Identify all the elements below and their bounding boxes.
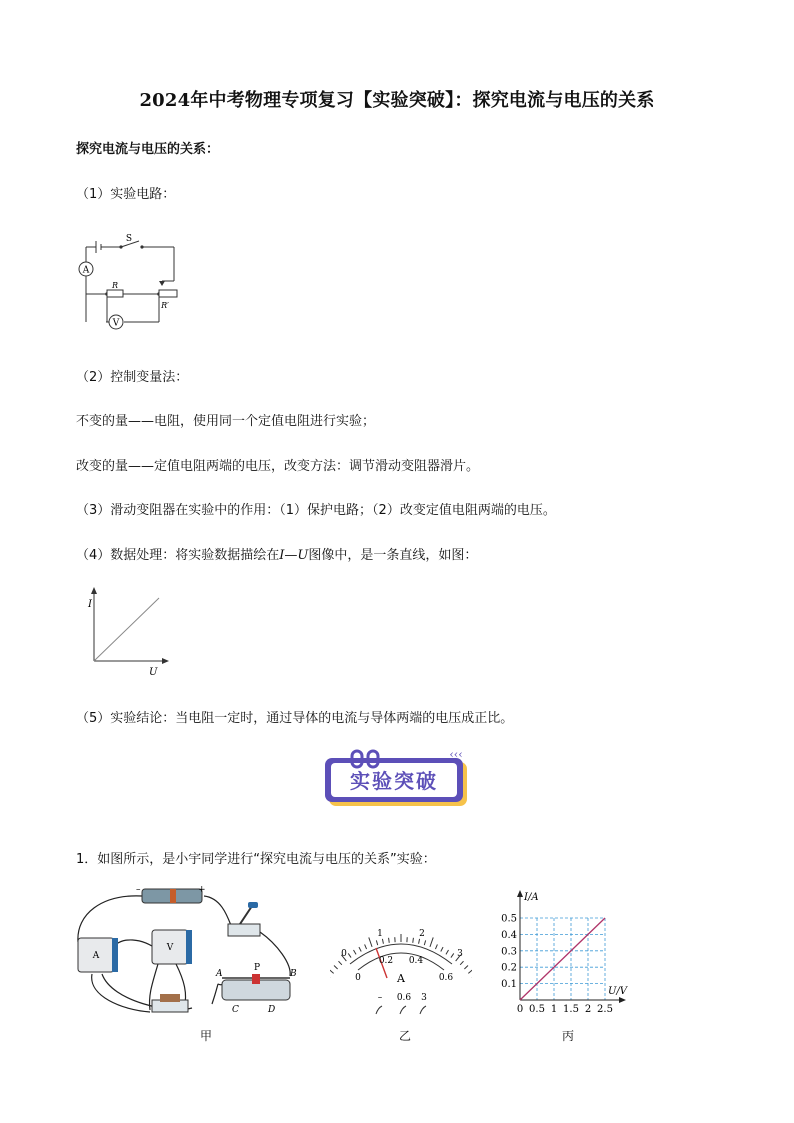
dial-tick	[413, 938, 414, 943]
rheostat-label: R′	[161, 301, 169, 310]
dial-tick	[334, 965, 338, 968]
terminal-c: C	[232, 1005, 239, 1015]
changed-variable-line: 改变的量——定值电阻两端的电压，改变方法：调节滑动变阻器滑片。	[76, 459, 480, 474]
inner-tick-3: 0.6	[438, 973, 454, 983]
dial-tick	[376, 940, 377, 945]
inner-tick-2: 0.4	[408, 956, 424, 966]
dial-tick	[460, 961, 463, 965]
terminal-minus: –	[377, 993, 383, 1003]
chart-x-tick: 1.5	[563, 1004, 579, 1015]
outer-tick-3: 3	[457, 949, 463, 959]
fixed-resistor	[160, 994, 180, 1002]
terminal-0-6: 0.6	[396, 993, 412, 1003]
battery-separator	[170, 889, 176, 903]
ammeter-side	[112, 938, 118, 972]
switch-contact	[140, 245, 143, 248]
figure-jia-caption: 甲	[200, 1029, 213, 1043]
constant-variable-line: 不变的量——电阻，使用同一个定值电阻进行实验；	[76, 414, 376, 429]
wire	[112, 940, 158, 950]
dial-tick	[382, 939, 383, 944]
item-3-line: （3）滑动变阻器在实验中的作用：（1）保护电路；（2）改变定值电阻两端的电压。	[76, 503, 556, 518]
dial-tick	[435, 944, 437, 949]
chart-x-tick: 2	[584, 1004, 592, 1015]
dial-tick	[468, 970, 472, 973]
dial-tick	[338, 961, 341, 965]
dial-tick	[365, 944, 367, 949]
iu-sketch-x-label: U	[149, 667, 158, 678]
terminal-3: 3	[421, 993, 427, 1003]
inner-tick-1: 0.2	[378, 956, 394, 966]
iu-sketch-line	[94, 598, 159, 661]
chart-y-tick: 0.1	[501, 979, 517, 991]
chart-series-line	[520, 918, 605, 1000]
dial-tick	[430, 937, 433, 946]
resistor-label: R	[111, 281, 119, 290]
chart-x-label: U/V	[608, 986, 628, 997]
chart-x-arrow	[619, 997, 626, 1003]
iu-sketch-graph	[80, 585, 175, 680]
ammeter-label: A	[82, 265, 90, 276]
chart-y-arrow	[517, 890, 523, 897]
dial-tick	[441, 947, 443, 951]
battery-plus: +	[198, 885, 206, 895]
switch-label: S	[125, 234, 133, 244]
figure-bing-chart	[500, 888, 640, 1020]
chart-y-tick: 0.3	[501, 946, 517, 958]
dial-tick	[369, 937, 372, 946]
item-4-suffix: 图像中，是一条直线，如图：	[308, 548, 478, 563]
chart-y-tick: 0.2	[501, 962, 517, 974]
terminal-d: D	[268, 1005, 276, 1015]
terminal-post	[420, 1006, 426, 1014]
experiment-banner	[320, 748, 472, 810]
terminal-post	[376, 1006, 382, 1014]
wire	[260, 932, 290, 976]
chart-x-tick: 2.5	[597, 1004, 613, 1015]
rheostat-r-prime	[159, 290, 177, 297]
voltmeter-side	[186, 930, 192, 964]
dial-tick	[389, 938, 390, 943]
dial-tick	[424, 940, 425, 945]
dial-tick	[464, 965, 468, 968]
item-4-variable: I—U	[279, 548, 309, 563]
resistor-r	[107, 290, 123, 297]
dial-tick	[419, 939, 420, 944]
dial-arc-inner	[358, 953, 444, 970]
iu-sketch-x-arrow	[162, 658, 169, 664]
slider-p: P	[254, 963, 261, 973]
dial-tick	[353, 950, 356, 954]
wire	[78, 896, 142, 942]
ammeter-mark: A	[92, 951, 100, 961]
voltmeter-label: V	[112, 318, 120, 329]
inner-tick-0: 0	[355, 973, 361, 983]
dial-tick	[330, 970, 334, 973]
figure-yi-caption: 乙	[399, 1029, 412, 1043]
dial-unit: A	[397, 972, 405, 985]
outer-tick-2: 2	[419, 929, 425, 939]
rheostat-slider-arrow	[159, 281, 165, 286]
outer-tick-0: 0	[341, 949, 347, 959]
chart-y-tick: 0.4	[501, 929, 517, 941]
wire	[92, 974, 150, 1012]
rheostat-slider	[252, 974, 260, 984]
circuit-diagram	[76, 228, 196, 338]
item-2-label: （2）控制变量法：	[76, 370, 189, 385]
outer-tick-1: 1	[377, 929, 383, 939]
chart-x-tick: 0.5	[529, 1004, 545, 1015]
terminal-b: B	[290, 969, 297, 979]
dial-tick	[451, 953, 454, 957]
item-5-line: （5）实验结论：当电阻一定时，通过导体的电流与导体两端的电压成正比。	[76, 711, 514, 726]
figure-jia-apparatus	[72, 884, 308, 1016]
figure-bing-caption: 丙	[562, 1029, 575, 1043]
chart-y-tick: 0.5	[501, 913, 517, 925]
switch-pivot	[119, 245, 122, 248]
voltmeter-mark: V	[166, 943, 174, 953]
switch-handle	[248, 902, 258, 908]
item-1-label: （1）实验电路：	[76, 187, 176, 202]
banner-text: 实验突破	[350, 769, 438, 793]
iu-sketch-y-label: I	[88, 599, 92, 610]
iu-sketch-y-arrow	[91, 587, 97, 594]
chart-y-label: I/A	[524, 892, 539, 903]
page-title: 2024年中考物理专项复习【实验突破】：探究电流与电压的关系	[139, 90, 655, 111]
chart-x-tick: 1	[550, 1004, 558, 1015]
switch-lever	[240, 906, 252, 924]
wire	[204, 896, 232, 928]
chart-x-tick: 0	[516, 1004, 524, 1015]
switch-base	[228, 924, 260, 936]
terminal-post	[400, 1006, 406, 1014]
item-4-line	[76, 544, 477, 563]
terminal-a: A	[216, 969, 223, 979]
figure-yi-dial	[330, 918, 472, 1018]
item-4-prefix: （4）数据处理：将实验数据描绘在	[76, 548, 280, 563]
banner-arrows: ‹‹‹	[449, 748, 463, 761]
intro-heading: 探究电流与电压的关系：	[76, 142, 220, 157]
dial-tick	[348, 953, 351, 957]
dial-tick	[446, 950, 449, 954]
battery-minus: –	[136, 885, 141, 895]
dial-tick	[359, 947, 361, 951]
question-1-text: 1．如图所示，是小宇同学进行“探究电流与电压的关系”实验：	[76, 852, 436, 867]
